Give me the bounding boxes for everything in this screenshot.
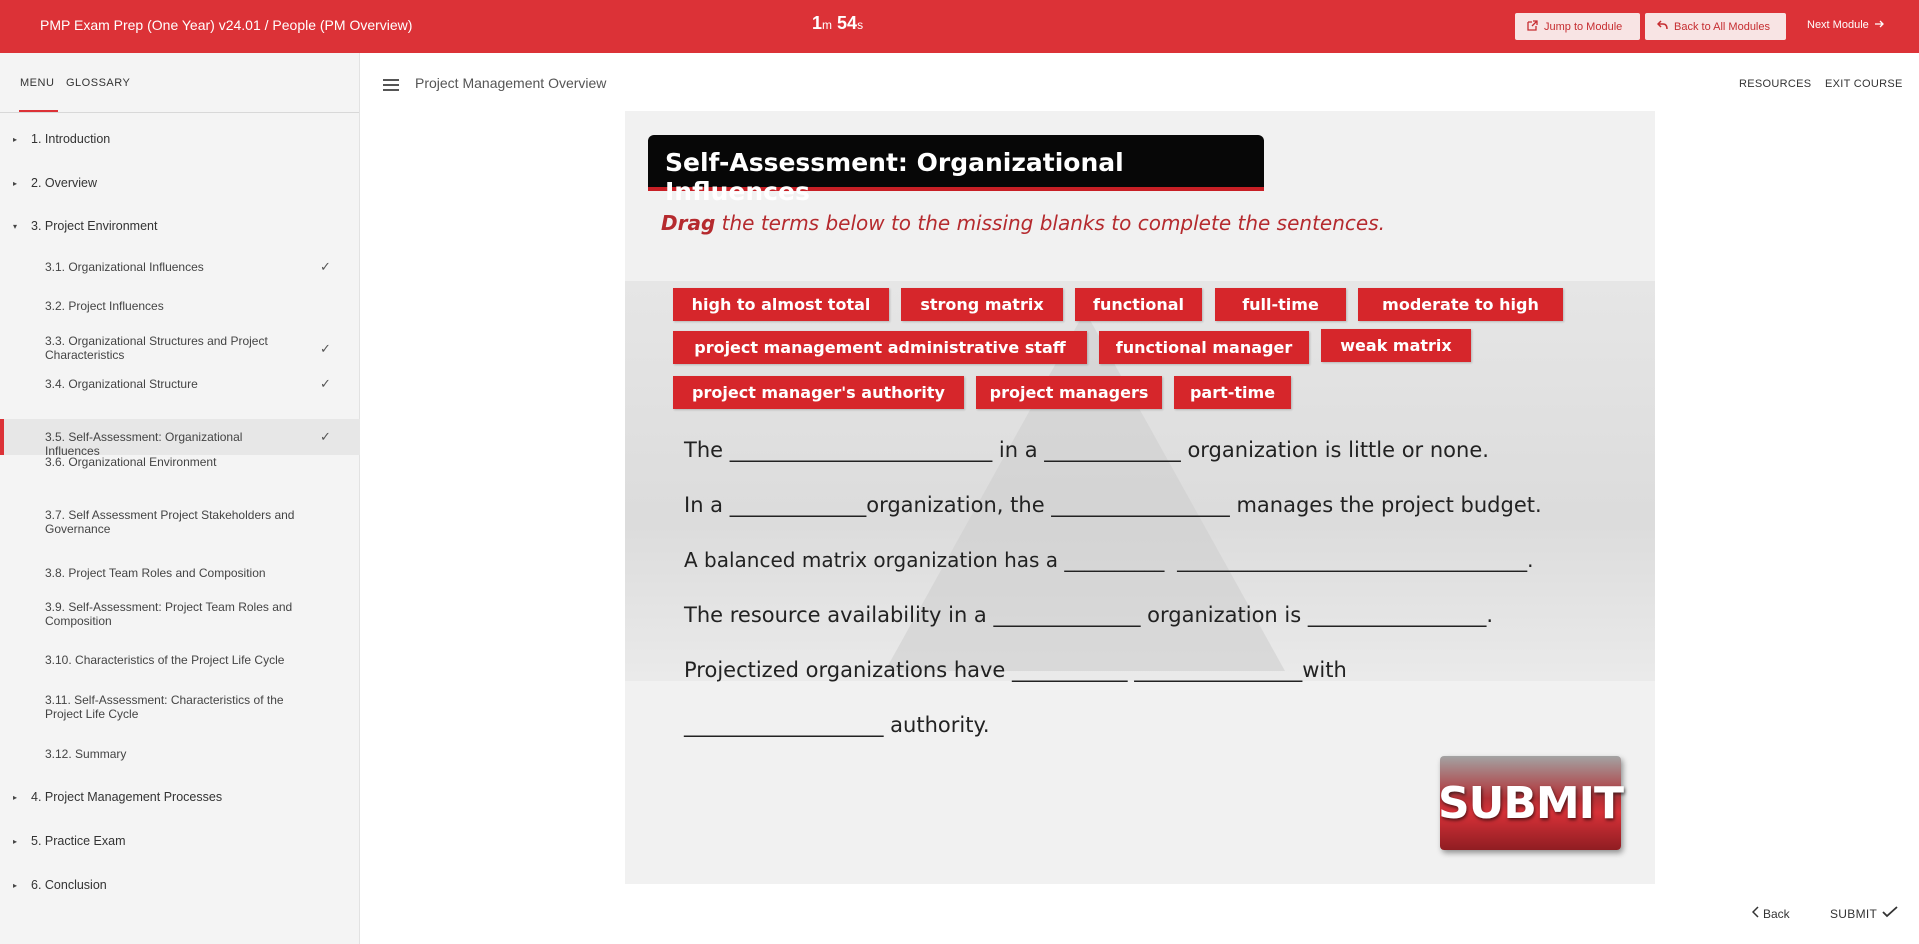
sentence-4: The resource availability in a ______________ organization is _________________. [684,603,1494,627]
drag-term[interactable]: part-time [1174,376,1291,409]
sidebar-item-overview[interactable] [0,176,360,196]
check-icon: ✓ [320,376,331,391]
caret-right-icon: ▸ [13,135,18,144]
sidebar-item-practice-exam[interactable] [0,834,360,854]
checkmark-icon [1882,906,1898,921]
slide-submit-label: SUBMIT [1437,777,1624,829]
next-module-button[interactable] [1807,19,1885,31]
drag-term[interactable]: project management administrative staff [673,331,1087,364]
sidebar-item-label: 3. Project Environment [31,219,158,233]
sentence-2: In a _____________organization, the _________________ manages the project budget. [684,493,1542,517]
next-module-label: Next Module [1807,19,1869,31]
back-to-all-modules-button[interactable] [1645,13,1786,40]
timer-seconds: 54 [837,13,858,33]
sidebar-item-pm-processes[interactable] [0,790,360,810]
sentence-3: A balanced matrix organization has a __________ ___________________________________. [684,548,1534,572]
sentence-1: The _________________________ in a _____________ organization is little or none. [684,438,1489,462]
sidebar-subitem-label: 3.12. Summary [45,747,127,761]
page-title: Project Management Overview [415,75,607,91]
caret-right-icon: ▸ [13,793,18,802]
chevron-left-icon [1752,906,1760,921]
sidebar-subitem-label: 3.5. Self-Assessment: Organizational Influences [45,430,243,458]
slide [625,111,1655,884]
sidebar-subitem-label: 3.3. Organizational Structures and Project Characteristics [45,334,268,362]
sidebar-subitem[interactable] [0,294,360,320]
back-label: Back [1763,906,1790,921]
check-icon: ✓ [320,429,331,444]
sidebar-subitem-label: 3.4. Organizational Structure [45,377,198,391]
arrow-right-icon [1875,19,1885,31]
active-tab-indicator [19,110,58,112]
sidebar-subitem[interactable] [0,566,360,592]
sidebar-subitem-label: 3.9. Self-Assessment: Project Team Roles and Composition [45,600,293,628]
slide-submit-button[interactable] [1437,756,1624,850]
sidebar-subitem-label: 3.8. Project Team Roles and Composition [45,566,266,580]
sidebar-item-label: 5. Practice Exam [31,834,126,848]
sentence-5-continued: ___________________ authority. [684,713,990,737]
caret-right-icon: ▸ [13,179,18,188]
sidebar-subitem[interactable] [0,255,360,281]
top-bar [0,0,1919,53]
jump-to-module-label: Jump to Module [1544,20,1623,33]
sidebar-subitem[interactable] [0,450,360,476]
drag-term[interactable]: functional manager [1099,331,1309,364]
sidebar-item-label: 1. Introduction [31,132,111,146]
submit-button[interactable] [1830,906,1898,921]
external-link-icon [1527,20,1538,34]
slide-title: Self-Assessment: Organizational Influences [665,148,1124,206]
course-title: PMP Exam Prep (One Year) v24.01 / People (PM Overview) [40,17,413,33]
sidebar-subitem[interactable] [0,747,360,773]
drag-term[interactable]: moderate to high [1358,288,1563,321]
timer-minutes-unit: m [822,18,833,32]
sidebar-subitem[interactable] [0,600,360,640]
caret-down-icon: ▾ [13,222,18,231]
drag-term[interactable]: weak matrix [1321,329,1471,362]
sidebar-subitem[interactable] [0,653,360,679]
instruction-text: the terms below to the missing blanks to complete the sentences. [715,211,1385,235]
sidebar-subitem[interactable] [0,508,360,548]
sidebar-item-label: 4. Project Management Processes [31,790,223,804]
sidebar-subitem-label: 3.10. Characteristics of the Project Life Cycle [45,653,285,667]
drag-term[interactable]: high to almost total [673,288,889,321]
sidebar-subitem-label: 3.2. Project Influences [45,299,164,313]
back-to-all-modules-label: Back to All Modules [1674,20,1770,33]
content-header [361,53,1919,113]
sidebar-item-conclusion[interactable] [0,878,360,898]
drag-term[interactable]: full-time [1215,288,1346,321]
timer-seconds-unit: s [857,18,864,32]
sidebar-item-project-environment[interactable] [0,219,360,239]
check-icon: ✓ [320,259,331,274]
drag-term[interactable]: functional [1075,288,1202,321]
drag-term[interactable]: project managers [976,376,1162,409]
reply-arrow-icon [1657,20,1668,33]
exit-course-link[interactable]: EXIT COURSE [1825,78,1903,90]
sidebar-subitem[interactable] [0,330,360,370]
sidebar [0,53,360,944]
drag-term[interactable]: project manager's authority [673,376,964,409]
jump-to-module-button[interactable] [1515,13,1640,40]
sidebar-item-label: 2. Overview [31,176,97,190]
sidebar-subitem[interactable] [0,372,360,398]
tab-menu[interactable]: MENU [20,77,55,89]
drag-term[interactable]: strong matrix [901,288,1063,321]
timer-minutes: 1 [812,13,823,33]
caret-right-icon: ▸ [13,837,18,846]
hamburger-menu-icon[interactable] [383,79,399,91]
check-icon: ✓ [320,341,331,356]
sidebar-subitem-label: 3.1. Organizational Influences [45,260,204,274]
submit-label: SUBMIT [1830,906,1878,921]
sidebar-subitem-label: 3.11. Self-Assessment: Characteristics of the Project Life Cycle [45,693,284,721]
sentence-5: Projectized organizations have ___________ ________________with [684,658,1347,682]
tab-glossary[interactable]: GLOSSARY [66,77,131,89]
sidebar-item-introduction[interactable] [0,132,360,152]
slide-title-banner [648,135,1264,206]
sidebar-subitem-label: 3.6. Organizational Environment [45,455,217,469]
instructions [661,211,1385,235]
timer [812,13,863,34]
instruction-bold: Drag [661,211,716,235]
resources-link[interactable]: RESOURCES [1739,78,1812,90]
back-button[interactable] [1752,906,1790,921]
sidebar-tabs [0,53,359,113]
sidebar-item-label: 6. Conclusion [31,878,107,892]
sidebar-subitem-label: 3.7. Self Assessment Project Stakeholders and Governance [45,508,295,536]
caret-right-icon: ▸ [13,881,18,890]
sidebar-subitem[interactable] [0,693,360,733]
